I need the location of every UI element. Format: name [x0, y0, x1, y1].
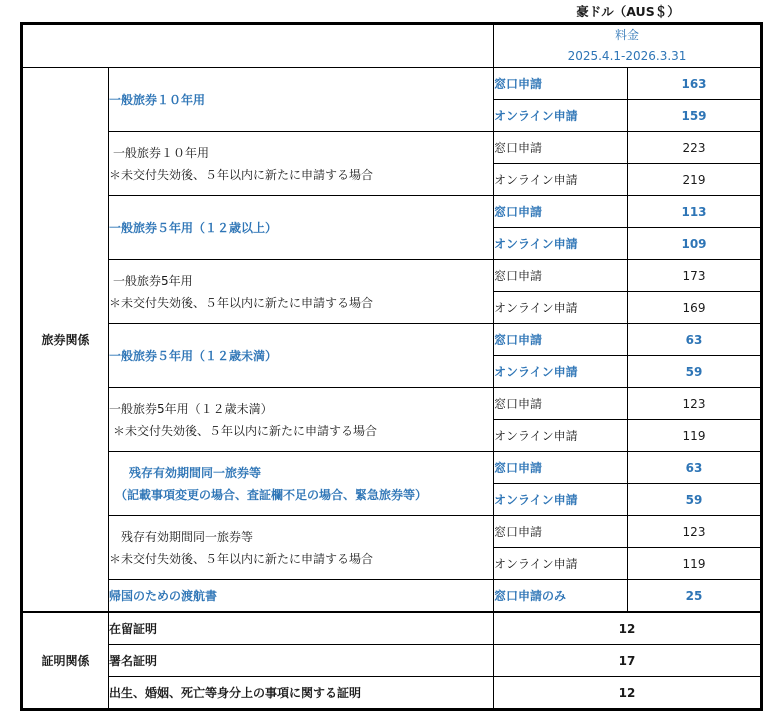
- item-title: [109, 324, 494, 388]
- item-title: [109, 516, 494, 580]
- table-row: [22, 645, 762, 677]
- item-note: ＊未交付失効後、５年以内に新たに申請する場合: [109, 295, 374, 310]
- method-label: 窓口申請: [494, 388, 628, 420]
- table-row: [22, 260, 762, 292]
- method-label: 窓口申請: [494, 452, 628, 484]
- item-title-text: 一般旅券５年用（１２歳以上）: [109, 220, 278, 235]
- item-title-text: 帰国のための渡航書: [109, 588, 218, 603]
- item-title: [109, 196, 494, 260]
- item-title-text: 残存有効期間同一旅券等: [129, 465, 262, 480]
- item-title-text: 一般旅券１０年用: [109, 92, 206, 107]
- item-title-text: 一般旅券5年用: [113, 273, 193, 288]
- method-label: オンライン申請: [494, 548, 628, 580]
- table-row: [22, 132, 762, 164]
- header-blank-cell: [22, 24, 494, 68]
- method-label: 窓口申請: [494, 132, 628, 164]
- fee-value: 219: [628, 164, 762, 196]
- fee-value: 113: [628, 196, 762, 228]
- fee-value: 223: [628, 132, 762, 164]
- fee-value: 59: [628, 484, 762, 516]
- fee-table: [20, 22, 763, 711]
- method-label: 窓口申請: [494, 68, 628, 100]
- item-title-text: 一般旅券５年用（１２歳未満）: [109, 348, 278, 363]
- fee-value: 109: [628, 228, 762, 260]
- table-row: [22, 388, 762, 420]
- fee-value: 123: [628, 388, 762, 420]
- item-title: [109, 260, 494, 324]
- table-row: [22, 612, 762, 645]
- cert-item-title: 署名証明: [109, 645, 494, 677]
- header-fee-cell: [494, 24, 762, 68]
- method-label: 窓口申請: [494, 516, 628, 548]
- fee-value: 25: [628, 580, 762, 613]
- item-title: [109, 452, 494, 516]
- item-note: ＊未交付失効後、５年以内に新たに申請する場合: [109, 167, 374, 182]
- method-label: オンライン申請: [494, 420, 628, 452]
- currency-label: 豪ドル（AUS＄）: [576, 4, 680, 19]
- cert-fee-value: 17: [494, 645, 762, 677]
- method-label: 窓口申請: [494, 260, 628, 292]
- item-title-text: 残存有効期間同一旅券等: [121, 529, 254, 544]
- item-title: [109, 580, 494, 613]
- item-note: ＊未交付失効後、５年以内に新たに申請する場合: [109, 551, 374, 566]
- table-row: [22, 580, 762, 613]
- item-title: [109, 388, 494, 452]
- method-label: オンライン申請: [494, 228, 628, 260]
- category-passport: 旅券関係: [22, 68, 109, 613]
- table-row: [22, 324, 762, 356]
- cert-item-title: 出生、婚姻、死亡等身分上の事項に関する証明: [109, 677, 494, 710]
- method-label: オンライン申請: [494, 100, 628, 132]
- item-note: （記載事項変更の場合、査証欄不足の場合、緊急旅券等）: [115, 487, 428, 502]
- category-certificates: 証明関係: [22, 612, 109, 710]
- item-title-text: 一般旅券5年用（１２歳未満）: [109, 401, 273, 416]
- method-label: オンライン申請: [494, 356, 628, 388]
- fee-value: 119: [628, 548, 762, 580]
- cert-item-title: 在留証明: [109, 612, 494, 645]
- method-label: オンライン申請: [494, 484, 628, 516]
- item-note: ＊未交付失効後、５年以内に新たに申請する場合: [113, 423, 378, 438]
- fee-value: 123: [628, 516, 762, 548]
- table-row: [22, 516, 762, 548]
- method-label: 窓口申請: [494, 196, 628, 228]
- table-row: [22, 68, 762, 100]
- item-title: [109, 68, 494, 132]
- fee-value: 63: [628, 324, 762, 356]
- cert-fee-value: 12: [494, 677, 762, 710]
- fee-value: 169: [628, 292, 762, 324]
- fee-value: 119: [628, 420, 762, 452]
- fee-value: 159: [628, 100, 762, 132]
- table-row: [22, 677, 762, 710]
- method-label: 窓口申請のみ: [494, 580, 628, 613]
- fee-value: 173: [628, 260, 762, 292]
- fee-value: 59: [628, 356, 762, 388]
- fee-label: 料金: [614, 28, 639, 42]
- method-label: 窓口申請: [494, 324, 628, 356]
- header-row: [22, 24, 762, 68]
- method-label: オンライン申請: [494, 292, 628, 324]
- item-title: [109, 132, 494, 196]
- method-label: オンライン申請: [494, 164, 628, 196]
- item-title-text: 一般旅券１０年用: [113, 145, 210, 160]
- cert-fee-value: 12: [494, 612, 762, 645]
- table-row: [22, 196, 762, 228]
- fee-period: 2025.4.1-2026.3.31: [567, 49, 687, 63]
- fee-value: 163: [628, 68, 762, 100]
- table-row: [22, 452, 762, 484]
- fee-value: 63: [628, 452, 762, 484]
